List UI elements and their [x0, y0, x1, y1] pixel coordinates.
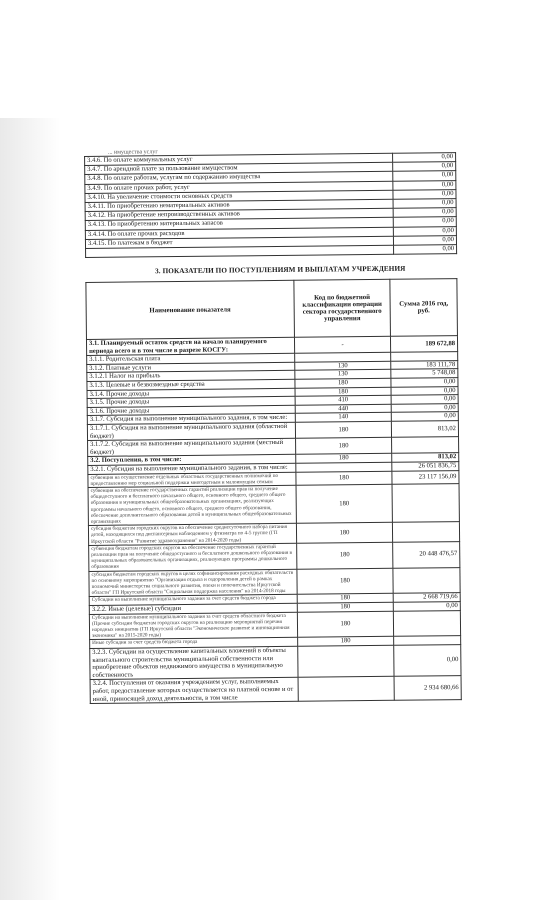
row-label: 3.4.11. По приобретению нематериальных активов: [85, 199, 393, 211]
row-sum: 0,00: [391, 403, 458, 412]
row-name: Иные субсидии за счет средств бюджета города: [90, 638, 298, 649]
row-code: 180: [296, 471, 393, 485]
row-name: 3.2.4. Поступления от оказания учреждением услуг, выполняемых работ, предоставление которых осуществляется на платной основе и от иной, приносящей доход деятельности, в том числе: [90, 678, 298, 704]
row-name: 3.1.7. Субсидия на выполнение муниципального задания, в том числе:: [87, 414, 295, 425]
scan-shadow: [0, 118, 60, 900]
row-label: 3.4.13. По приобретению материальных запасов: [85, 218, 393, 230]
row-label: 3.4.9. По оплате прочих работ, услуг: [85, 181, 393, 193]
row-name: 3.2.1. Субсидия на выполнение муниципального задания, в том числе:: [88, 463, 296, 474]
table-row: [90, 645, 461, 680]
row-sum: 5 748,08: [391, 369, 458, 378]
row-name: 3.1.6. Прочие доходы: [87, 405, 295, 416]
row-value: 0,00: [393, 199, 456, 209]
row-sum: [392, 437, 459, 454]
row-code: 180: [296, 542, 393, 569]
row-sum: 2 668 719,66: [393, 593, 460, 602]
row-code: 140: [295, 413, 392, 423]
row-value: 0,00: [393, 189, 456, 199]
row-name: субвенция бюджетам городских округов на обеспечение государственных гарантий реализации прав на получение общедоступного и бесплатного дошкольного образования в муниципальных образовательных организациях, реализующих программы дошкольного образования: [89, 543, 297, 571]
row-value: 0,00: [393, 226, 456, 236]
row-sum: 20 448 476,57: [393, 541, 460, 568]
row-name: 3.2.3. Субсидии на осуществление капитальных вложений в объекты капитального строительства муниципальной собственности или приобретение объектов недвижимого имущества в муниципальную собственность: [90, 646, 298, 680]
row-value: 0,00: [393, 171, 456, 181]
row-code: 180: [297, 602, 394, 612]
row-code: 180: [297, 568, 394, 595]
row-code: [297, 645, 394, 677]
row-code: 180: [295, 387, 392, 397]
row-label: 3.4.8. По оплате работам, услугам по содержанию имущества: [85, 172, 393, 184]
row-code: 180: [296, 522, 393, 543]
cut-off-row-text: ... имущества услуг: [107, 149, 158, 156]
row-label: 3.4.15. По платежам в бюджет: [85, 236, 393, 248]
row-code: 130: [294, 361, 391, 371]
row-value: 0,00: [393, 162, 456, 172]
row-sum: 23 117 156,09: [392, 470, 459, 484]
row-name: 3.1.7.2. Субсидия на выполнение муниципального задания (местный бюджет): [88, 438, 296, 456]
row-name: 3.2. Поступления, в том числе:: [88, 455, 296, 466]
expense-table: [84, 152, 457, 258]
row-name: субвенция на обеспечение государственных гарантий реализации прав на получение общедоступного и бесплатного начального общего, основного общего, среднего общего образования в муниципальных общеобразовательных организациях, реализующих программы начального общего, основного общего, среднего общего образования, обеспечение дополнительного образования детей в муниципальных общеобразовательных организациях: [88, 485, 296, 525]
row-sum: 189 672,88: [391, 336, 458, 353]
row-code: 410: [295, 396, 392, 406]
table-row: [90, 676, 461, 704]
row-sum: 0,00: [391, 378, 458, 387]
row-name: Субсидии на выполнение муниципального задания за счет средств областного бюджета (Прочие субсидии бюджетам городских округов на реализацию мероприятий перечня народных инициатив (ГП Иркутской области "Экономическое развитие и инновационная экономика" на 2015-2020 годы): [89, 612, 297, 640]
row-sum: [393, 522, 460, 542]
row-name: субсидия бюджетам городских округов в целях софинансирования расходных обязательств по основному мероприятию "Организация отдыха и оздоровления детей в рамках полномочий министерства социального развития, опеки и попечительства Иркутской области" ГП Иркутской области "Социальная поддержка населения" на 2014-2018 годы: [89, 569, 297, 597]
header-sum: Сумма 2016 год, руб.: [390, 279, 457, 337]
row-value: 0,00: [393, 208, 456, 218]
row-name: субвенция на осуществление отдельных областных государственных полномочий по предоставлению мер социальной поддержки многодетным и малоимущим семьям: [88, 472, 296, 488]
row-code: -: [294, 336, 391, 353]
row-label: 3.4.10. На увеличение стоимости основных средств: [85, 190, 393, 202]
row-sum: 0,00: [391, 395, 458, 404]
row-sum: 0,00: [391, 412, 458, 421]
row-name: 3.1.4. Прочие доходы: [87, 388, 295, 399]
income-expense-table: [85, 278, 461, 704]
section-title: 3. ПОКАЗАТЕЛИ ПО ПОСТУПЛЕНИЯМ И ВЫПЛАТАМ УЧРЕЖДЕНИЯ: [155, 264, 406, 276]
row-code: 180: [295, 421, 392, 438]
row-sum: [393, 567, 460, 594]
row-code: [298, 677, 395, 702]
row-label: 3.4.7. По арендной плате за пользование имуществом: [85, 162, 393, 174]
row-sum: [394, 610, 461, 637]
row-label: 3.4.14. По оплате прочих расходов: [85, 227, 393, 239]
row-code: 180: [295, 437, 392, 454]
row-sum: 0,00: [391, 386, 458, 395]
header-code: Код по бюджетной классификации операции сектора государственного управления: [294, 279, 391, 337]
row-code: 180: [295, 454, 392, 464]
header-name: Наименование показателя: [86, 280, 294, 339]
row-name: 3.1.3. Целевые и безвозмездные средства: [87, 379, 295, 390]
row-code: 130: [295, 370, 392, 380]
document-page: [84, 146, 462, 704]
row-value: 0,00: [393, 180, 456, 190]
table-row: [89, 610, 460, 640]
row-sum: [392, 484, 459, 523]
table-row: [88, 484, 459, 526]
row-label: 3.4.6. По оплате коммунальных услуг: [85, 153, 393, 165]
row-code: 180: [297, 594, 394, 604]
row-label: 3.4.12. На приобретение непроизводственных активов: [85, 208, 393, 220]
row-name: 3.1. Планируемый остаток средств на начало планируемого периода всего и в том числе в разрезе КОСГУ:: [86, 337, 294, 355]
table-row: [89, 567, 460, 597]
row-value: 0,00: [392, 153, 455, 163]
row-sum: 813,02: [392, 453, 459, 462]
row-sum: 0,00: [394, 645, 461, 677]
row-code: 180: [296, 484, 393, 523]
row-code: 180: [295, 378, 392, 388]
row-value: 0,00: [393, 217, 456, 227]
row-sum: 183 111,78: [391, 360, 458, 369]
row-name: 3.1.2.1 Налог на прибыль: [87, 371, 295, 382]
row-sum: 0,00: [393, 602, 460, 611]
row-name: 3.1.7.1. Субсидия на выполнение муниципального задания (областной бюджет): [87, 422, 295, 440]
table-header-row: [86, 279, 458, 340]
row-code: 180: [297, 611, 394, 638]
row-name: 3.1.2. Платные услуги: [87, 362, 295, 373]
row-name: 3.2.2. Иные (целевые) субсидии: [89, 603, 297, 614]
row-value: 0,00: [393, 244, 456, 254]
row-code: 180: [297, 637, 394, 647]
row-value: 0,00: [393, 235, 456, 245]
row-name: субсидия бюджетам городских округов на обеспечение среднесуточного набора питания детей, находящихся под диспансерным наблюдением у фтизиатра по 4-5 группе (ГП Иркутской области "Развитие здравоохранения" на 2014-2020 годы): [88, 523, 296, 545]
row-name: Субсидии на выполнение муниципального задания за счет средств бюджета города: [89, 595, 297, 606]
row-sum: 2 934 680,66: [394, 676, 461, 700]
row-sum: 813,02: [392, 421, 459, 438]
row-name: 3.1.5. Прочие доходы: [87, 397, 295, 408]
row-code: 440: [295, 404, 392, 414]
row-name: 3.1.1. Родительская плата: [87, 354, 295, 365]
row-sum: 26 051 836,75: [392, 462, 459, 471]
table-row: [89, 541, 460, 571]
